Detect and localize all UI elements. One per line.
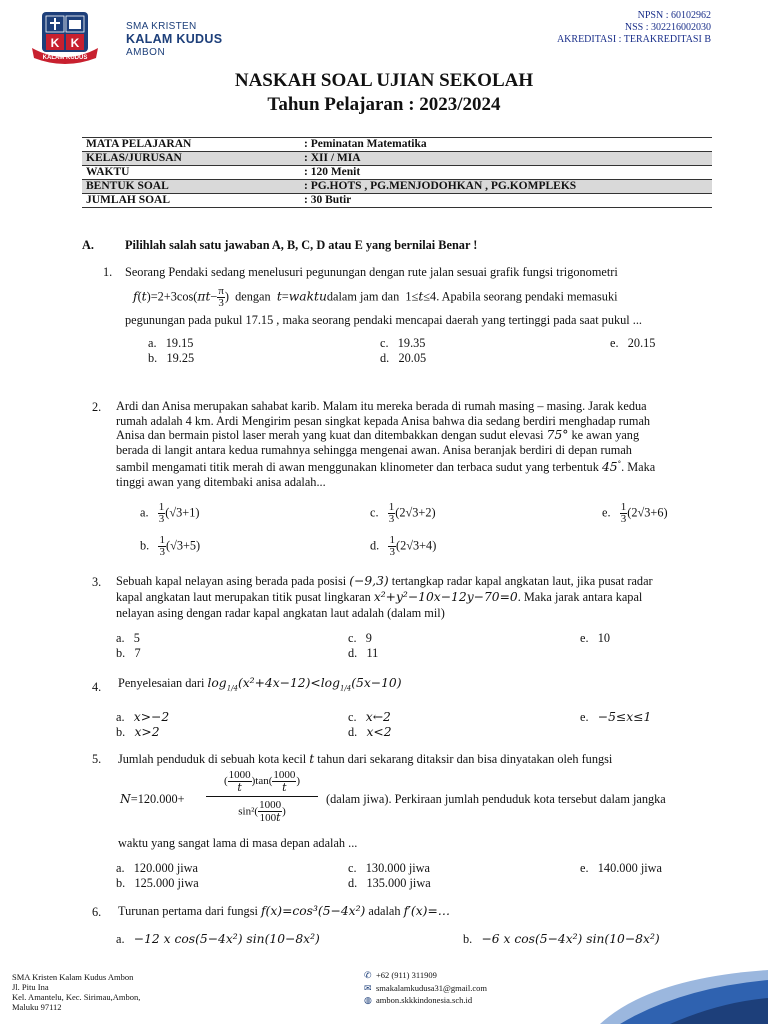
info-label: WAKTU <box>82 166 300 180</box>
option-text: 120.000 jiwa <box>133 861 198 875</box>
option-letter: c. <box>348 861 357 875</box>
answer-option[interactable] <box>610 336 655 351</box>
answer-option[interactable] <box>370 535 436 558</box>
option-text: 140.000 jiwa <box>597 861 662 875</box>
info-row <box>82 138 712 152</box>
option-text: −12 x cos(5−4x²) sin(10−8x²) <box>133 932 320 946</box>
question-text: tahun dari sekarang ditaksir dan bisa dinyatakan oleh fungsi <box>317 752 613 766</box>
question-text: pegunungan pada pukul 17.15 , maka seorang pendaki mencapai daerah yang tertinggi pada saat pukul ... <box>125 313 642 327</box>
question-text: (dalam jiwa). Perkiraan jumlah penduduk kota tersebut dalam jangka <box>326 792 666 806</box>
question-text: adalah <box>368 904 401 918</box>
school-logo <box>30 8 100 66</box>
option-text: 130.000 jiwa <box>365 861 430 875</box>
option-letter: b. <box>116 725 126 739</box>
option-letter: c. <box>370 505 379 520</box>
akreditasi: AKREDITASI : TERAKREDITASI B <box>556 34 711 45</box>
question-text: Anisa dan bermain pistol laser merah yang kuat dan ditembakkan dengan sudut elevasi <box>116 428 544 442</box>
question-line: rumah adalah 4 km. Ardi Mengirim pesan singkat kepada Anisa bahwa dia sedang berdiri menghadap rumah <box>116 413 651 428</box>
option-letter: d. <box>348 646 358 660</box>
question-line: nelayan asing dengan radar kapal angkatan laut adalah (dalam mil) <box>116 606 445 620</box>
footer-line: Kel. Amantelu, Kec. Sirimau,Ambon, <box>12 992 141 1002</box>
option-letter: a. <box>148 336 157 350</box>
phone-icon: ✆ <box>364 970 372 980</box>
question-line: Ardi dan Anisa merupakan sahabat karib. Malam itu mereka berada di rumah masing – masing. Jarak kedua <box>116 399 647 413</box>
answer-option[interactable] <box>348 861 430 876</box>
svg-text:K: K <box>50 36 60 50</box>
option-text: 11 <box>366 646 379 660</box>
page-subtitle: Tahun Pelajaran : 2023/2024 <box>267 94 501 115</box>
question-line: Sebuah kapal nelayan asing berada pada posisi (−9,3) tertangkap radar kapal angkatan laut, jika pusat radar <box>116 574 653 588</box>
option-letter: a. <box>116 710 125 724</box>
section-letter: A. <box>82 238 94 252</box>
footer-phone-row <box>364 969 487 982</box>
question-number: 3. <box>92 575 102 589</box>
question-line: berada di langit antara kedua rumahnya sehingga mengenai awan. Anisa beranjak berdiri di depan rumah <box>116 442 632 457</box>
option-letter: e. <box>580 710 589 724</box>
info-label: MATA PELAJARAN <box>82 138 300 152</box>
fraction: $\frac{\pi}{3}$ <box>218 285 224 309</box>
question-formula-line: Turunan pertama dari fungsi f(x)=cos³(5−4x²) adalah f′(x)=… <box>118 904 451 918</box>
formula-f: f <box>133 289 138 304</box>
fraction: $\frac{1}{3}$ <box>158 501 165 525</box>
fraction: $\frac{1}{3}$ <box>620 501 627 525</box>
info-value: : 120 Menit <box>300 166 712 180</box>
option-text: 10 <box>597 631 611 645</box>
fraction: $\frac{1}{3}$ <box>159 534 165 558</box>
question-text: . Maka jarak antara kapal <box>517 590 643 604</box>
option-letter: a. <box>140 505 149 520</box>
answer-option[interactable] <box>348 710 391 725</box>
answer-option[interactable] <box>580 710 651 725</box>
footer-address <box>12 972 140 1012</box>
answer-option[interactable] <box>348 876 431 891</box>
answer-option[interactable] <box>148 351 194 366</box>
question-text: Seorang Pendaki sedang menelusuri pegunungan dengan rute jalan sesuai grafik fungsi trigonometri <box>125 265 618 279</box>
info-label: JUMLAH SOAL <box>82 194 300 208</box>
question-text: Jumlah penduduk di sebuah kota kecil <box>118 752 307 766</box>
answer-option[interactable] <box>348 646 378 661</box>
footer-wave-decoration <box>560 968 768 1024</box>
question-text: dalam jam dan <box>326 289 400 304</box>
option-text: 7 <box>134 646 141 660</box>
question-formula-line <box>120 770 730 832</box>
fraction: $\frac{1}{3}$ <box>389 534 395 558</box>
question-paragraph <box>116 573 730 621</box>
info-row <box>82 180 712 194</box>
option-letter: e. <box>602 505 611 520</box>
web-icon: ◍ <box>364 995 372 1005</box>
question-number: 4. <box>92 680 102 694</box>
footer-phone: +62 (911) 311909 <box>376 970 437 980</box>
info-label: BENTUK SOAL <box>82 180 300 194</box>
answer-option[interactable] <box>348 631 372 646</box>
option-text: x>−2 <box>133 710 170 724</box>
info-row <box>82 194 712 208</box>
option-letter: d. <box>380 351 390 365</box>
option-text: (2√3+4) <box>395 538 437 553</box>
big-fraction: ( $\frac{1000}{t}$ )tan( $\frac{1000}{t}$ ) sin²( $\frac{1000}{100t}$ ) <box>206 770 318 824</box>
option-letter: a. <box>116 631 125 645</box>
answer-option[interactable] <box>116 932 320 947</box>
answer-option[interactable] <box>580 861 662 876</box>
school-line-1: SMA KRISTEN <box>126 21 197 32</box>
question-text: waktu yang sangat lama di masa depan adalah ... <box>118 836 358 850</box>
option-letter: b. <box>463 932 473 946</box>
answer-option[interactable] <box>116 725 160 740</box>
section-instruction: Pilihlah salah satu jawaban A, B, C, D atau E yang bernilai Benar ! <box>125 238 478 252</box>
question-text: ke awan yang <box>571 428 640 442</box>
school-line-3: AMBON <box>126 47 166 58</box>
answer-option[interactable] <box>602 502 668 525</box>
answer-option[interactable] <box>580 631 610 646</box>
email-icon: ✉ <box>364 982 372 993</box>
question-paragraph <box>116 399 730 489</box>
option-text: −5≤x≤1 <box>597 710 652 724</box>
option-text: 125.000 jiwa <box>134 876 199 890</box>
page-title: NASKAH SOAL UJIAN SEKOLAH <box>234 70 534 91</box>
formula-n: N=120.000+ <box>120 792 185 806</box>
option-letter: a. <box>116 861 125 875</box>
school-name <box>126 20 222 59</box>
option-letter: b. <box>148 351 158 365</box>
footer-web-row <box>364 994 487 1007</box>
option-letter: c. <box>348 631 357 645</box>
question-number: 6. <box>92 905 102 919</box>
school-ids <box>557 10 711 46</box>
info-row <box>82 152 712 166</box>
option-text: 5 <box>133 631 140 645</box>
footer-contact <box>364 969 487 1007</box>
option-letter: e. <box>610 336 619 350</box>
footer-line: SMA Kristen Kalam Kudus Ambon <box>12 972 134 982</box>
option-text: (2√3+6) <box>627 505 668 520</box>
option-letter: e. <box>580 631 589 645</box>
footer-email-row <box>364 982 487 995</box>
option-text: 20.05 <box>398 351 427 365</box>
option-letter: b. <box>116 646 126 660</box>
svg-text:KALAM KUDUS: KALAM KUDUS <box>42 55 88 61</box>
question-text: . Apabila seorang pendaki memasuki <box>436 289 618 304</box>
fraction: $\frac{1}{3}$ <box>388 501 395 525</box>
footer-line: Jl. Pitu Ina <box>12 982 49 992</box>
question-line: kapal angkatan laut merupakan titik pusat lingkaran x²+y²−10x−12y−70=0. Maka jarak antara kapal <box>116 590 643 604</box>
question-number: 5. <box>92 752 102 766</box>
exam-info-table <box>82 137 712 208</box>
option-letter: c. <box>348 710 357 724</box>
info-value: : XII / MIA <box>300 152 712 166</box>
answer-option[interactable] <box>348 725 392 740</box>
option-text: 19.15 <box>165 336 194 350</box>
option-letter: a. <box>116 932 125 946</box>
question-text: dengan <box>235 289 271 304</box>
option-text: (2√3+2) <box>395 505 436 520</box>
info-row <box>82 166 712 180</box>
answer-option[interactable] <box>463 932 660 947</box>
footer-line: Maluku 97112 <box>12 1002 62 1012</box>
question-number: 1. <box>103 265 113 279</box>
question-formula-line: f(t)=2+3cos(πt− $\frac{\pi}{3}$ ) dengan t=waktudalam jam dan 1≤t≤4. Apabila seorang pendaki memasuki <box>133 285 618 309</box>
answer-option[interactable] <box>116 876 199 891</box>
answer-option[interactable] <box>380 351 426 366</box>
option-letter: d. <box>370 538 380 553</box>
answer-option[interactable] <box>140 502 199 525</box>
question-text: Turunan pertama dari fungsi <box>118 904 258 918</box>
question-text: tertangkap radar kapal angkatan laut, jika pusat radar <box>391 574 653 588</box>
info-value: : PG.HOTS , PG.MENJODOHKAN , PG.KOMPLEKS <box>300 180 712 194</box>
info-value: : 30 Butir <box>300 194 712 208</box>
option-text: −6 x cos(5−4x²) sin(10−8x²) <box>481 932 660 946</box>
option-text: 135.000 jiwa <box>366 876 431 890</box>
answer-option[interactable] <box>116 631 140 646</box>
npsn: NPSN : 60102962 <box>637 10 711 21</box>
question-text: Sebuah kapal nelayan asing berada pada posisi <box>116 574 347 588</box>
option-letter: e. <box>580 861 589 875</box>
info-label: KELAS/JURUSAN <box>82 152 300 166</box>
question-text: . Maka <box>621 460 656 475</box>
option-letter: b. <box>116 876 126 890</box>
option-text: x←2 <box>365 710 391 724</box>
question-line: sambil mengamati titik merah di awan menggunakan klinometer dan terbaca sudut yang terbentuk 45°. Maka <box>116 460 656 475</box>
footer-email[interactable]: smakalamkudusa31@gmail.com <box>376 982 487 993</box>
answer-option[interactable] <box>116 710 169 725</box>
answer-option[interactable] <box>380 336 425 351</box>
option-text: 19.25 <box>166 351 195 365</box>
question-line: Anisa dan bermain pistol laser merah yang kuat dan ditembakkan dengan sudut elevasi 75° ke awan yang <box>116 428 640 442</box>
option-letter: d. <box>348 876 358 890</box>
option-text: 20.15 <box>627 336 656 350</box>
option-text: (√3+5) <box>165 538 201 553</box>
option-text: 9 <box>365 631 372 645</box>
option-text: x>2 <box>134 725 160 739</box>
school-line-2: KALAM KUDUS <box>126 32 223 46</box>
answer-option[interactable] <box>116 861 198 876</box>
answer-option[interactable] <box>140 535 200 558</box>
option-text: x<2 <box>366 725 392 739</box>
answer-option[interactable] <box>148 336 193 351</box>
question-line: tinggi awan yang ditembaki anisa adalah... <box>116 474 326 489</box>
option-letter: d. <box>348 725 358 739</box>
question-text: sambil mengamati titik merah di awan menggunakan klinometer dan terbaca sudut yang terbentuk <box>116 460 599 475</box>
info-value: : Peminatan Matematika <box>300 138 712 152</box>
answer-option[interactable] <box>370 502 436 525</box>
footer-web[interactable]: ambon.skkkindonesia.sch.id <box>376 995 473 1005</box>
question-formula-line: Penyelesaian dari $\log_{1/4}(x^2+4x-12)<\log_{1/4}(5x-10)$ <box>118 676 402 693</box>
option-letter: b. <box>140 538 150 553</box>
svg-text:K: K <box>70 36 80 50</box>
answer-option[interactable] <box>116 646 141 661</box>
question-text: Penyelesaian dari <box>118 676 205 690</box>
question-number: 2. <box>92 400 102 414</box>
option-letter: c. <box>380 336 389 350</box>
option-text: 19.35 <box>397 336 426 350</box>
question-text: Jumlah penduduk di sebuah kota kecil t tahun dari sekarang ditaksir dan bisa dinyatakan oleh fungsi <box>118 752 613 766</box>
nss: NSS : 302216002030 <box>624 22 711 33</box>
option-text: (√3+1) <box>165 505 200 520</box>
question-text: kapal angkatan laut merupakan titik pusat lingkaran <box>116 590 371 604</box>
